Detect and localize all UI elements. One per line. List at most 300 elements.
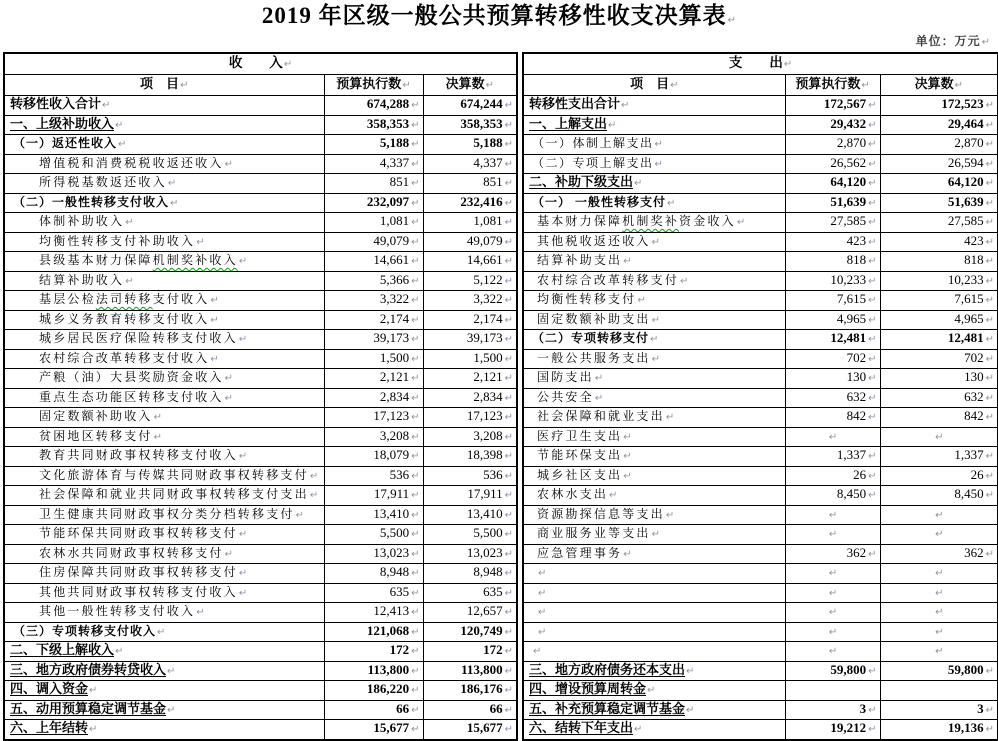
item-label: 一般公共服务支出 <box>537 350 651 365</box>
pilcrow-mark: ↵ <box>935 607 944 618</box>
pilcrow-mark: ↵ <box>654 158 663 170</box>
pilcrow-mark: ↵ <box>504 334 514 345</box>
final-value-cell <box>423 603 517 623</box>
item-label: 其他税收返还收入 <box>537 233 651 248</box>
item-label: 三、地方政府债务还本支出 <box>529 661 686 677</box>
final-value-cell <box>880 408 998 428</box>
table-row <box>4 252 517 272</box>
budget-value: 4,337 <box>379 154 410 170</box>
pilcrow-mark: ↵ <box>868 314 877 326</box>
item-label: 一、上级补助收入 <box>10 115 115 131</box>
expense-section-label: 支 出 <box>728 55 783 70</box>
item-label-cell <box>4 544 324 564</box>
budget-value: 5,188 <box>379 135 410 150</box>
pilcrow-mark: ↵ <box>411 587 420 599</box>
item-label-cell <box>4 720 324 740</box>
final-value-cell <box>423 681 517 701</box>
final-value: 26 <box>970 466 984 482</box>
item-label: 住房保障共同财政事权转移支付 <box>39 565 238 579</box>
final-value: 13,410 <box>466 505 503 521</box>
table-row <box>4 388 517 408</box>
pilcrow-mark: ↵ <box>828 509 838 521</box>
pilcrow-mark: ↵ <box>504 724 514 735</box>
budget-value: 66 <box>396 700 410 716</box>
final-value-cell <box>880 330 998 350</box>
pilcrow-mark: ↵ <box>650 334 659 345</box>
expense-col-final <box>880 75 998 96</box>
budget-value-cell <box>785 427 880 447</box>
budget-value-cell <box>785 564 880 584</box>
pilcrow-mark: ↵ <box>411 665 420 677</box>
table-row <box>4 427 517 447</box>
item-label: 增值税和消费税税收返还收入 <box>39 155 224 170</box>
pilcrow-mark: ↵ <box>623 256 632 267</box>
budget-value-cell <box>324 466 423 486</box>
budget-value-cell <box>785 486 880 506</box>
pilcrow-mark: ↵ <box>985 256 995 267</box>
pilcrow-mark: ↵ <box>411 626 420 638</box>
budget-value-cell <box>785 96 880 116</box>
item-label: 公共安全 <box>537 389 594 404</box>
item-label-cell <box>523 213 785 233</box>
item-label-cell <box>523 642 785 662</box>
pilcrow-mark: ↵ <box>981 37 990 48</box>
pilcrow-mark: ↵ <box>224 548 233 560</box>
pilcrow-mark: ↵ <box>828 568 838 579</box>
budget-value-cell <box>324 135 423 155</box>
spellcheck-squiggle: 机制奖补收入 <box>152 253 238 267</box>
item-label-cell <box>523 466 785 486</box>
table-row <box>523 154 998 174</box>
final-value: 172,523 <box>941 96 984 111</box>
item-label-cell <box>4 96 324 116</box>
item-label-cell <box>4 174 324 194</box>
budget-value-cell <box>785 135 880 155</box>
item-label-cell <box>4 135 324 155</box>
item-label-cell <box>523 330 785 350</box>
table-row <box>4 700 517 720</box>
item-label-cell <box>523 252 785 272</box>
item-label: 转移性收入合计 <box>10 96 102 111</box>
item-label: 城乡居民医疗保险转移支付收入 <box>39 331 238 345</box>
budget-value-cell <box>785 505 880 525</box>
expense-section-header-row <box>523 53 998 75</box>
budget-value-cell <box>785 681 880 701</box>
item-label: 二、补助下级支出 <box>529 174 634 189</box>
pilcrow-mark: ↵ <box>654 139 663 150</box>
pilcrow-mark: ↵ <box>985 314 995 326</box>
budget-value-cell <box>324 544 423 564</box>
final-value: 64,120 <box>947 174 984 189</box>
item-label-cell <box>523 408 785 428</box>
pilcrow-mark: ↵ <box>504 236 514 248</box>
item-label-cell <box>523 681 785 701</box>
item-label: 节能环保共同财政事权转移支付 <box>39 526 238 540</box>
item-label-cell <box>4 115 324 135</box>
item-label: 卫生健康共同财政事权分类分档转移支付 <box>39 506 295 521</box>
item-label-cell <box>4 330 324 350</box>
final-value-cell <box>423 388 517 408</box>
pilcrow-mark: ↵ <box>538 626 547 638</box>
item-label-cell <box>523 447 785 467</box>
budget-value-cell <box>785 154 880 174</box>
item-label: 产粮（油）大县奖励资金收入 <box>39 370 224 384</box>
final-value-cell <box>423 525 517 545</box>
pilcrow-mark: ↵ <box>210 353 219 365</box>
pilcrow-mark: ↵ <box>651 236 661 248</box>
budget-value-cell <box>324 408 423 428</box>
pilcrow-mark: ↵ <box>504 626 514 638</box>
item-label: 社会保障和就业共同财政事权转移支付支出 <box>39 487 309 501</box>
table-row <box>523 174 998 194</box>
pilcrow-mark: ↵ <box>115 119 124 131</box>
table-row <box>523 310 998 330</box>
final-value-cell <box>880 135 998 155</box>
item-label: 节能环保支出 <box>537 448 623 462</box>
budget-value-cell <box>785 213 880 233</box>
budget-value-cell <box>324 564 423 584</box>
pilcrow-mark: ↵ <box>402 80 411 91</box>
item-label: 农村综合改革转移支付 <box>537 272 680 287</box>
pilcrow-mark: ↵ <box>623 431 632 443</box>
pilcrow-mark: ↵ <box>736 217 746 228</box>
budget-value-cell <box>324 681 423 701</box>
col-budget-label: 预算执行数 <box>795 76 861 91</box>
pilcrow-mark: ↵ <box>504 470 514 482</box>
final-value: 49,079 <box>466 232 503 248</box>
table-row <box>523 252 998 272</box>
table-row <box>4 271 517 291</box>
item-label-cell <box>4 213 324 233</box>
item-label-cell <box>523 291 785 311</box>
table-row <box>523 213 998 233</box>
item-label-cell <box>4 291 324 311</box>
final-value-cell <box>423 96 517 116</box>
budget-value: 10,233 <box>830 271 867 287</box>
pilcrow-mark: ↵ <box>651 529 661 540</box>
item-label: 基层公检法司转移支付收入 <box>39 292 210 306</box>
budget-value-cell <box>785 369 880 389</box>
item-label-cell <box>4 193 324 213</box>
pilcrow-mark: ↵ <box>411 373 420 384</box>
budget-value: 2,834 <box>379 388 410 404</box>
budget-value-cell <box>324 388 423 408</box>
final-value-cell <box>423 154 517 174</box>
item-label: 农林水共同财政事权转移支付 <box>39 545 224 560</box>
pilcrow-mark: ↵ <box>238 451 248 462</box>
final-value-cell <box>423 486 517 506</box>
final-value-cell <box>880 174 998 194</box>
final-value: 172 <box>483 642 503 657</box>
budget-value: 186,220 <box>366 681 410 696</box>
pilcrow-mark: ↵ <box>118 139 127 150</box>
budget-value-cell <box>324 486 423 506</box>
budget-value: 1,500 <box>379 349 410 365</box>
table-row <box>4 525 517 545</box>
final-value-cell <box>880 603 998 623</box>
budget-value: 851 <box>389 174 410 189</box>
table-row <box>523 505 998 525</box>
pilcrow-mark: ↵ <box>935 646 944 657</box>
budget-value-cell <box>324 310 423 330</box>
pilcrow-mark: ↵ <box>985 158 995 170</box>
pilcrow-mark: ↵ <box>985 334 995 345</box>
table-row <box>523 603 998 623</box>
final-value-cell <box>423 213 517 233</box>
item-label: 结算补助收入 <box>39 272 125 287</box>
final-value: 5,500 <box>473 525 503 540</box>
final-value: 2,870 <box>954 135 984 150</box>
final-value-cell <box>423 135 517 155</box>
final-value: 702 <box>964 349 984 365</box>
budget-value-cell <box>785 193 880 213</box>
pilcrow-mark: ↵ <box>651 353 661 365</box>
budget-value: 2,174 <box>379 310 410 326</box>
pilcrow-mark: ↵ <box>868 412 877 423</box>
final-value-cell <box>880 349 998 369</box>
pilcrow-mark: ↵ <box>411 139 420 150</box>
final-value: 3,208 <box>473 427 503 443</box>
final-value: 818 <box>964 252 984 267</box>
pilcrow-mark: ↵ <box>868 178 877 189</box>
budget-value: 12,481 <box>830 330 867 345</box>
budget-value: 51,639 <box>830 193 867 209</box>
item-label-cell <box>4 681 324 701</box>
item-label-cell <box>523 96 785 116</box>
budget-value-cell <box>785 447 880 467</box>
pilcrow-mark: ↵ <box>935 431 944 443</box>
income-col-item <box>4 75 324 96</box>
item-label: 教育共同财政事权转移支付收入 <box>39 448 238 462</box>
pilcrow-mark: ↵ <box>125 217 134 228</box>
pilcrow-mark: ↵ <box>411 470 420 482</box>
pilcrow-mark: ↵ <box>868 665 877 677</box>
pilcrow-mark: ↵ <box>634 724 643 735</box>
item-label: 体制补助收入 <box>39 214 125 228</box>
pilcrow-mark: ↵ <box>411 178 420 189</box>
budget-value: 842 <box>846 408 867 423</box>
final-value-cell <box>880 388 998 408</box>
item-label-cell <box>4 271 324 291</box>
item-label: 均衡性转移支付 <box>537 292 637 306</box>
pilcrow-mark: ↵ <box>157 626 166 638</box>
item-label: 国防支出 <box>537 370 594 384</box>
final-value: 1,081 <box>473 213 503 228</box>
final-value-cell <box>423 330 517 350</box>
budget-value-cell <box>324 583 423 603</box>
pilcrow-mark: ↵ <box>686 665 695 677</box>
item-label-cell <box>523 525 785 545</box>
pilcrow-mark: ↵ <box>868 392 877 404</box>
income-table <box>3 52 518 741</box>
pilcrow-mark: ↵ <box>504 607 514 618</box>
budget-value-cell <box>785 642 880 662</box>
col-final-label: 决算数 <box>445 76 485 91</box>
pilcrow-mark: ↵ <box>828 529 838 540</box>
final-value: 3 <box>977 700 984 716</box>
final-value-cell <box>880 271 998 291</box>
item-label-cell <box>4 466 324 486</box>
final-value-cell <box>880 564 998 584</box>
table-row <box>4 583 517 603</box>
table-row <box>4 408 517 428</box>
budget-value: 17,123 <box>373 408 410 423</box>
pilcrow-mark: ↵ <box>283 59 293 70</box>
table-row <box>523 466 998 486</box>
expense-col-budget <box>785 75 880 96</box>
budget-value-cell <box>324 291 423 311</box>
pilcrow-mark: ↵ <box>985 197 995 209</box>
pilcrow-mark: ↵ <box>868 158 877 170</box>
pilcrow-mark: ↵ <box>647 685 656 696</box>
final-value: 423 <box>964 232 984 248</box>
final-value-cell <box>880 466 998 486</box>
pilcrow-mark: ↵ <box>828 646 838 657</box>
pilcrow-mark: ↵ <box>224 158 233 170</box>
pilcrow-mark: ↵ <box>238 568 248 579</box>
pilcrow-mark: ↵ <box>868 217 877 228</box>
pilcrow-mark: ↵ <box>504 568 514 579</box>
pilcrow-mark: ↵ <box>238 529 248 540</box>
item-label: 社会保障和就业支出 <box>537 409 665 423</box>
pilcrow-mark: ↵ <box>411 548 420 560</box>
pilcrow-mark: ↵ <box>504 665 514 677</box>
pilcrow-mark: ↵ <box>504 158 514 170</box>
pilcrow-mark: ↵ <box>985 704 995 716</box>
pilcrow-mark: ↵ <box>504 119 514 131</box>
pilcrow-mark: ↵ <box>167 704 176 716</box>
table-row <box>4 310 517 330</box>
item-label: 贫困地区转移支付 <box>39 428 153 443</box>
final-value: 674,244 <box>460 96 503 111</box>
pilcrow-mark: ↵ <box>411 607 420 618</box>
budget-value: 12,413 <box>373 603 410 618</box>
budget-value-cell <box>785 115 880 135</box>
item-label-cell <box>523 349 785 369</box>
final-value-cell <box>880 213 998 233</box>
final-value: 130 <box>964 369 984 384</box>
item-label-cell <box>4 583 324 603</box>
final-value: 12,657 <box>466 603 503 618</box>
item-label-cell <box>4 447 324 467</box>
income-col-final <box>423 75 517 96</box>
pilcrow-mark: ↵ <box>985 178 995 189</box>
pilcrow-mark: ↵ <box>309 490 319 501</box>
pilcrow-mark: ↵ <box>868 334 877 345</box>
item-label: 农村综合改革转移支付收入 <box>39 350 210 365</box>
item-label-cell <box>4 349 324 369</box>
pilcrow-mark: ↵ <box>623 548 632 560</box>
item-label: 五、动用预算稳定调节基金 <box>10 700 167 716</box>
budget-value: 19,212 <box>830 720 867 735</box>
pilcrow-mark: ↵ <box>411 100 420 111</box>
budget-value-cell <box>324 661 423 681</box>
pilcrow-mark: ↵ <box>868 100 877 111</box>
pilcrow-mark: ↵ <box>504 197 514 209</box>
table-row <box>4 135 517 155</box>
final-value-cell <box>880 369 998 389</box>
pilcrow-mark: ↵ <box>868 256 877 267</box>
pilcrow-mark: ↵ <box>985 470 995 482</box>
budget-value-cell <box>324 447 423 467</box>
pilcrow-mark: ↵ <box>504 178 514 189</box>
item-label: （一）体制上解支出 <box>532 136 654 150</box>
budget-value: 121,068 <box>366 622 410 638</box>
table-row <box>4 349 517 369</box>
pilcrow-mark: ↵ <box>868 119 877 131</box>
budget-value: 8,948 <box>379 564 410 579</box>
budget-value-cell <box>785 720 880 740</box>
item-label: 固定数额补助支出 <box>537 311 651 326</box>
final-value-cell <box>880 642 998 662</box>
final-value: 15,677 <box>466 720 503 735</box>
budget-value: 26,562 <box>830 154 867 170</box>
pilcrow-mark: ↵ <box>238 256 248 267</box>
table-row <box>4 486 517 506</box>
item-label-cell <box>523 271 785 291</box>
pilcrow-mark: ↵ <box>985 236 995 248</box>
item-label: 转移性支出合计 <box>529 96 621 111</box>
pilcrow-mark: ↵ <box>210 314 219 326</box>
table-row <box>4 291 517 311</box>
final-value-cell <box>423 447 517 467</box>
budget-value: 15,677 <box>373 720 410 735</box>
pilcrow-mark: ↵ <box>985 548 995 560</box>
pilcrow-mark: ↵ <box>665 412 675 423</box>
pilcrow-mark: ↵ <box>868 704 877 716</box>
table-row <box>523 193 998 213</box>
pilcrow-mark: ↵ <box>538 568 547 579</box>
final-value-cell <box>423 291 517 311</box>
final-value-cell <box>880 486 998 506</box>
final-value: 186,176 <box>460 681 503 696</box>
budget-tables <box>3 52 998 741</box>
pilcrow-mark: ↵ <box>686 704 695 716</box>
budget-value: 702 <box>846 349 867 365</box>
pilcrow-mark: ↵ <box>89 724 98 735</box>
pilcrow-mark: ↵ <box>935 568 944 579</box>
table-row <box>4 369 517 389</box>
final-value-cell <box>880 252 998 272</box>
pilcrow-mark: ↵ <box>411 490 420 501</box>
item-label-cell <box>4 525 324 545</box>
budget-value: 5,366 <box>379 271 410 287</box>
pilcrow-mark: ↵ <box>868 548 877 560</box>
table-row <box>523 427 998 447</box>
pilcrow-mark: ↵ <box>504 587 514 599</box>
item-label: 均衡性转移支付补助收入 <box>39 233 196 248</box>
pilcrow-mark: ↵ <box>985 217 995 228</box>
budget-value-cell <box>785 408 880 428</box>
pilcrow-mark: ↵ <box>153 431 162 443</box>
table-row <box>523 642 998 662</box>
final-value-cell <box>880 583 998 603</box>
budget-value-cell <box>324 505 423 525</box>
table-row <box>523 681 998 701</box>
item-label: 资源勘探信息等支出 <box>537 506 665 521</box>
final-value: 4,965 <box>954 310 984 326</box>
final-value-cell <box>423 271 517 291</box>
budget-value-cell <box>785 310 880 330</box>
final-value: 842 <box>964 408 984 423</box>
budget-value: 39,173 <box>373 330 410 345</box>
pilcrow-mark: ↵ <box>504 704 514 716</box>
budget-value-cell <box>324 427 423 447</box>
pilcrow-mark: ↵ <box>411 724 420 735</box>
item-label-cell <box>523 661 785 681</box>
final-value: 362 <box>964 544 984 560</box>
budget-value-cell <box>324 369 423 389</box>
